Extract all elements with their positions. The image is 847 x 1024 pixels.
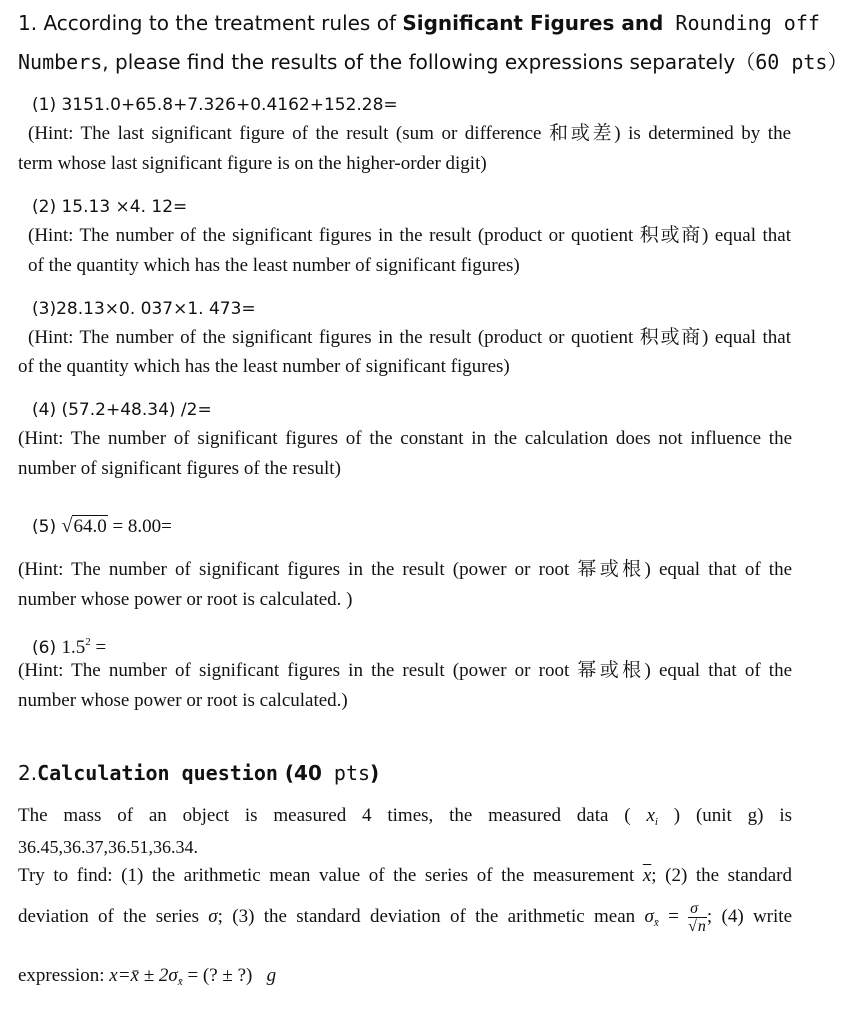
sigma-symbol: σ (208, 906, 218, 927)
q2-text: Try to find: (1) the arithmetic mean value of the series of the measurement (18, 865, 643, 886)
q2-number: 2. (18, 761, 38, 785)
item-expr: (57.2+48.34) /2= (61, 400, 212, 420)
q2-paragraph-line3 (18, 861, 792, 891)
item-expr: 3151.0+65.8+7.326+0.4162+152.28= (61, 95, 398, 115)
var-x: x (646, 805, 655, 826)
q1-heading-rest: , please find the results of the following expressions separately (102, 50, 736, 74)
q2-text: The mass of an object is measured 4 times, the measured data ( (18, 805, 647, 826)
q1-item-5-hint-line2: number whose power or root is calculated. ) (18, 589, 353, 610)
q2-text: ; (3) the standard deviation of the arithmetic mean (217, 906, 645, 927)
item-label: (3) (32, 299, 57, 319)
q1-item-1-expression (32, 90, 398, 120)
result-expression: x=x̄ ± 2σ (109, 965, 178, 986)
fraction-numerator: σ (688, 900, 707, 918)
q1-item-1-hint-line2: term whose last significant figure is on the higher-order digit) (18, 153, 487, 174)
q1-item-3-expression (32, 294, 256, 324)
mean-symbol: $\overline{x}$ (642, 865, 652, 886)
q1-heading-line1 (18, 8, 820, 38)
q2-points-open: (40 (277, 761, 322, 785)
q1-bold-term: Significant Figures and (402, 11, 664, 35)
q1-item-2-hint-line1: (Hint: The number of the significant figures in the result (product or quotient 积或商) equal that (28, 225, 791, 246)
root-operand: 64.0 (73, 516, 107, 537)
q1-mono-term: Rounding off (663, 11, 820, 35)
q2-text: ; (2) the standard (651, 865, 793, 886)
q2-paragraph-line4 (18, 897, 792, 943)
item-label: (2) (32, 197, 62, 217)
equals-sign: = (658, 906, 689, 927)
fraction-denominator: √n (688, 918, 706, 936)
item-expr: 15.13 ×4. 12= (61, 197, 188, 217)
unit-g: g (266, 965, 277, 986)
q2-text: ; (4) write (706, 906, 793, 927)
q2-text: expression: (18, 965, 110, 986)
item-label: (6) (32, 638, 62, 658)
result-subscript: x̄ (177, 976, 183, 988)
q1-points: （60 pts） (735, 50, 847, 74)
q1-heading-line2 (18, 47, 847, 77)
power-base: 1.5 (61, 637, 86, 658)
q1-item-2-expression (32, 192, 187, 222)
q1-item-6-hint-line2: number whose power or root is calculated.) (18, 690, 348, 711)
power-exponent: 2 (85, 636, 91, 648)
q2-title: Calculation question (37, 761, 278, 785)
q1-mono-term-2: Numbers (18, 50, 103, 74)
q1-item-5-expression: (5) √64.0 = 8.00= (32, 515, 172, 537)
q1-item-3-hint-line1: (Hint: The number of the significant figures in the result (product or quotient 积或商) equal that (28, 327, 791, 348)
item-label: (5) (32, 517, 62, 537)
sigma-over-root-n (688, 900, 707, 935)
result-placeholder: = (? ± ?) (182, 965, 253, 986)
item-expr-rest: = (90, 637, 107, 658)
q1-item-6-hint-line1: (Hint: The number of significant figures in the result (power or root 幂或根) equal that of the (18, 660, 792, 681)
item-expr: 28.13×0. 037×1. 473= (56, 299, 256, 319)
q2-data-values: 36.45,36.37,36.51,36.34. (18, 837, 198, 857)
q2-expression-line (18, 961, 276, 997)
sigma-mean-symbol: σ (644, 906, 654, 927)
var-sub-i: i (654, 816, 658, 828)
q1-item-4-expression (32, 395, 212, 425)
q1-item-4-hint-line1: (Hint: The number of significant figures of the constant in the calculation does not influence the (18, 428, 792, 449)
q1-item-2-hint-line2: of the quantity which has the least number of significant figures) (28, 255, 520, 276)
item-expr-rest: = 8.00= (107, 516, 172, 537)
q1-intro-text: According to the treatment rules of (43, 11, 403, 35)
item-label: (1) (32, 95, 62, 115)
item-label: (4) (32, 400, 62, 420)
q1-item-3-hint-line2: of the quantity which has the least number of significant figures) (18, 356, 510, 377)
q1-number: 1. (18, 11, 38, 35)
q1-item-4-hint-line2: number of significant figures of the result) (18, 458, 341, 479)
q1-item-5-hint-line1: (Hint: The number of significant figures in the result (power or root 幂或根) equal that of the (18, 559, 792, 580)
q2-text: ) (unit g) is (657, 805, 793, 826)
q1-item-1-hint-line1: (Hint: The last significant figure of the result (sum or difference 和或差) is determined by the (28, 123, 791, 144)
q2-points-close: ) (370, 761, 380, 785)
q2-heading (18, 758, 379, 789)
q2-points-unit: pts (321, 761, 371, 785)
sigma-mean-subscript: x̄ (653, 917, 659, 929)
q2-text: deviation of the series (18, 906, 209, 927)
